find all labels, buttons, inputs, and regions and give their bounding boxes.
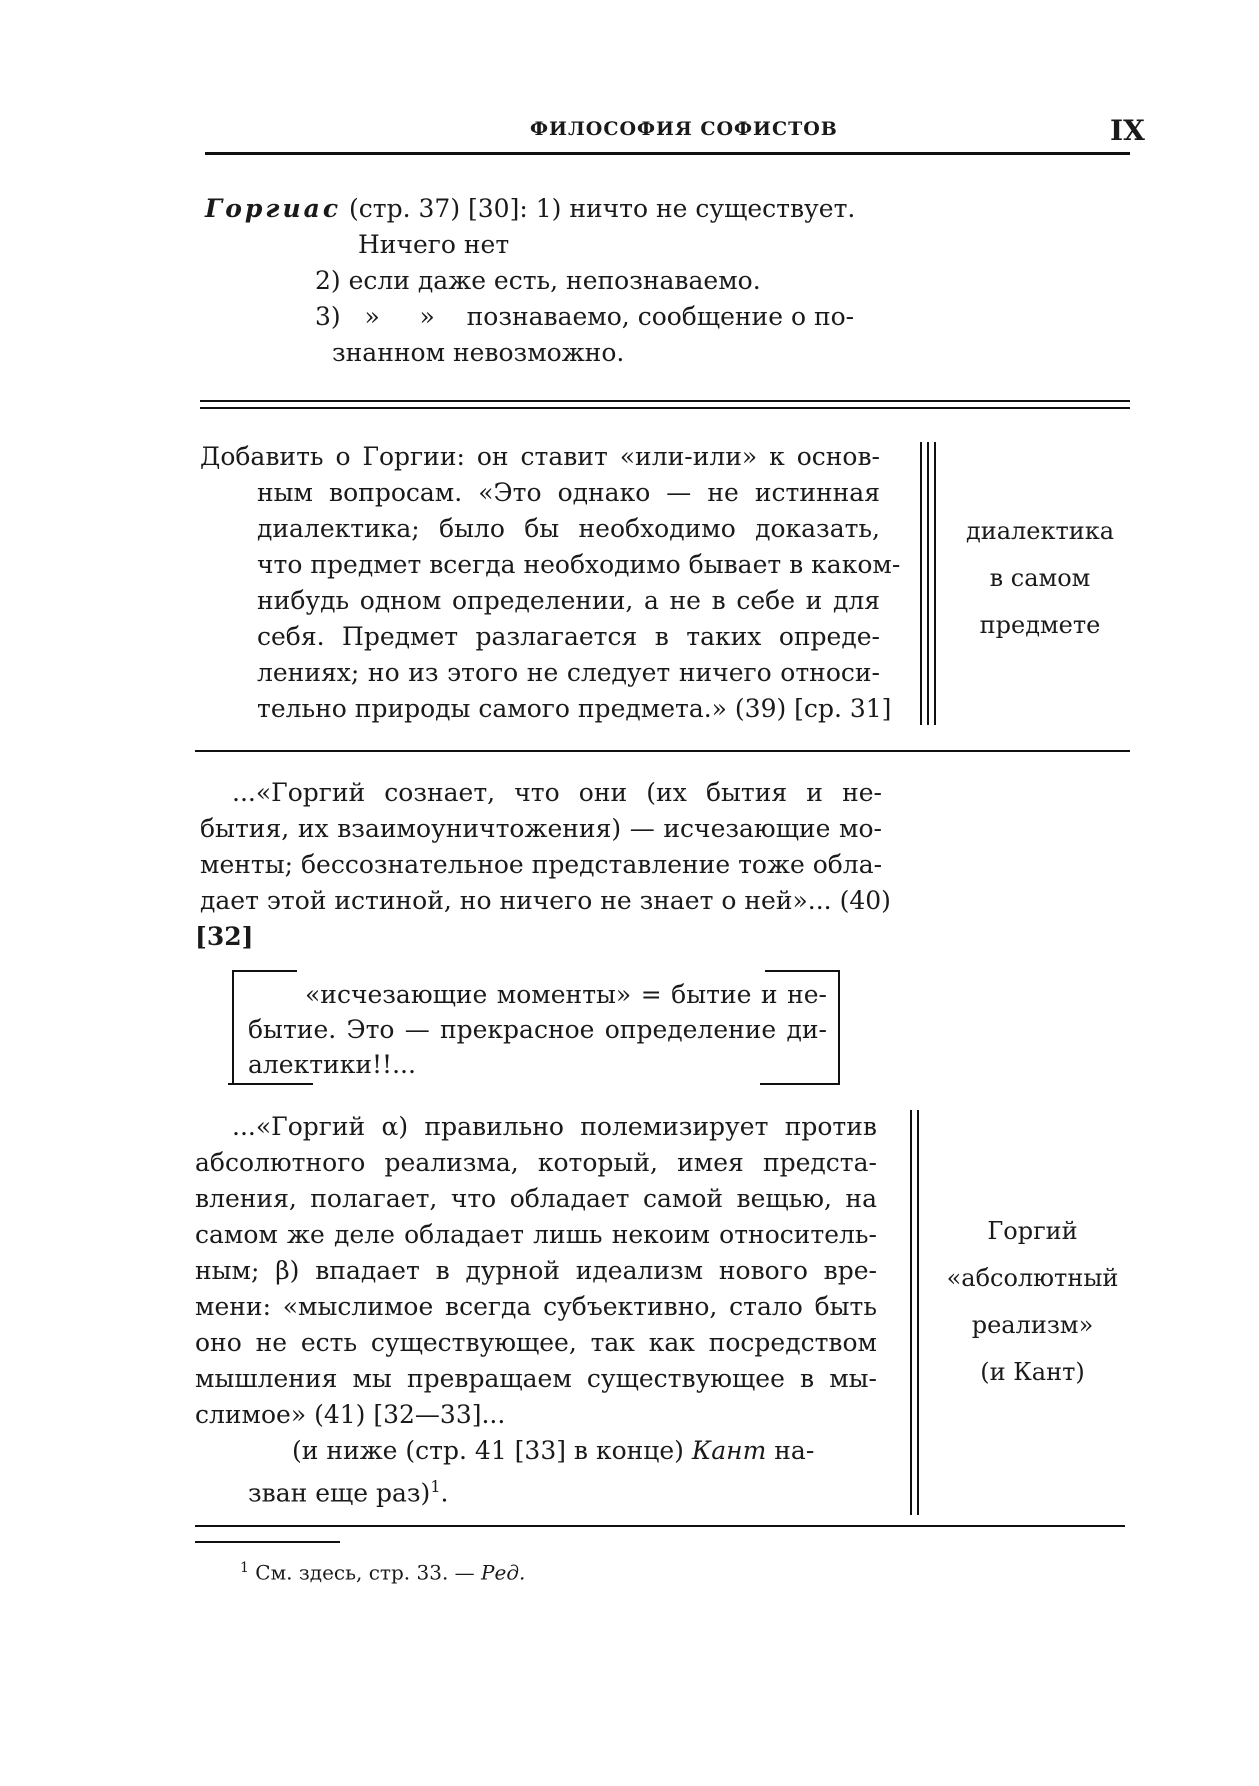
section-rule-1	[195, 750, 1130, 752]
box-bottom-right	[760, 1083, 840, 1085]
footnote-mark: 1	[240, 1560, 249, 1576]
gorgias-line-2: Ничего нет	[358, 230, 510, 259]
gorgias-line-1-rest: (стр. 37) [30]: 1) ничто не существует.	[349, 194, 856, 223]
realism-line: мени: «мыслимое всегда субъективно, стало быть	[195, 1292, 877, 1321]
realism-line-11-text: зван еще раз)	[248, 1478, 431, 1508]
margin-note-line: Горгий	[987, 1217, 1078, 1245]
box-line: бытие. Это — прекрасное определение ди-	[248, 1015, 827, 1044]
add-line: себя. Предмет разлагается в таких опреде-	[257, 622, 880, 651]
footnote-rule	[195, 1541, 340, 1543]
add-line: Добавить о Горгии: он ставит «или-или» к основ-	[200, 442, 880, 471]
realism-line: ...«Горгий α) правильно полемизирует против	[232, 1112, 877, 1141]
double-bar-2	[917, 1110, 919, 1515]
gorgias-line-5: знанном невозможно.	[332, 338, 625, 367]
moments-line: бытия, их взаимоуничтожения) — исчезающие мо-	[200, 814, 882, 843]
gorgias-line-4: 3) » » познаваемо, сообщение о по-	[315, 302, 855, 331]
triple-bar-2	[927, 442, 929, 725]
box-top-left	[232, 970, 297, 972]
moments-line: менты; бессознательное представление тоже обла-	[200, 850, 883, 879]
moments-line: дает этой истиной, но ничего не знает о ней»... (40)	[200, 886, 891, 915]
realism-line: абсолютного реализма, который, имея предста-	[195, 1148, 877, 1177]
add-line: лениях; но из этого не следует ничего относи-	[257, 658, 880, 687]
realism-line-10-end: на-	[774, 1436, 815, 1465]
add-line: диалектика; было бы необходимо доказать,	[257, 514, 880, 543]
double-rule-top	[200, 400, 1130, 402]
margin-note-dialectics	[955, 508, 1125, 649]
realism-line: оно не есть существующее, так как посредством	[195, 1328, 877, 1357]
margin-note-line: (и Кант)	[980, 1358, 1085, 1386]
kant-italic: Кант	[691, 1436, 767, 1465]
box-right	[838, 970, 840, 1083]
realism-line-10	[292, 1434, 814, 1468]
margin-note-line: реализм»	[971, 1311, 1094, 1339]
add-line: тельно природы самого предмета.» (39) [ср. 31]	[257, 694, 892, 723]
margin-note-line: в самом	[989, 564, 1091, 592]
box-top-right	[765, 970, 840, 972]
add-line: что предмет всегда необходимо бывает в каком-	[257, 550, 901, 579]
margin-note-realism	[940, 1208, 1125, 1396]
triple-bar-3	[934, 442, 936, 725]
margin-note-line: предмете	[979, 611, 1101, 639]
box-line: алектики!!...	[248, 1050, 416, 1079]
realism-line-11: зван еще раз)$^1$.	[248, 1477, 449, 1508]
realism-line: самом же деле обладает лишь некоим относитель-	[195, 1220, 877, 1249]
gorgias-line-3: 2) если даже есть, непознаваемо.	[315, 266, 761, 295]
running-header: ФИЛОСОФИЯ СОФИСТОВ	[530, 118, 838, 140]
box-line: «исчезающие моменты» = бытие и не-	[305, 980, 827, 1009]
double-rule-bottom	[200, 407, 1130, 409]
section-rule-2	[195, 1525, 1125, 1527]
add-line: ным вопросам. «Это однако — не истинная	[257, 478, 880, 507]
add-line: нибудь одном определении, а не в себе и для	[257, 586, 880, 615]
footnote	[240, 1560, 525, 1585]
gorgias-line-1	[205, 192, 855, 226]
box-left	[232, 970, 234, 1083]
triple-bar-1	[920, 442, 922, 725]
margin-note-line: диалектика	[965, 517, 1115, 545]
realism-line: мышления мы превращаем существующее в мы-	[195, 1364, 877, 1393]
footnote-text: См. здесь, стр. 33. —	[255, 1560, 475, 1585]
gorgias-name: Горгиас	[205, 194, 342, 223]
box-bottom-left	[228, 1083, 313, 1085]
realism-line: вления, полагает, что обладает самой вещью, на	[195, 1184, 877, 1213]
footnote-ref: 1	[430, 1477, 441, 1496]
header-rule	[205, 152, 1130, 155]
realism-line-10-start: (и ниже (стр. 41 [33] в конце)	[292, 1436, 684, 1465]
realism-line: слимое» (41) [32—33]...	[195, 1400, 506, 1429]
page-number: IX	[1110, 114, 1145, 147]
footnote-editor: Ред.	[481, 1560, 526, 1585]
margin-note-line: «абсолютный	[946, 1264, 1119, 1292]
moments-line: [32]	[195, 922, 254, 951]
moments-line: ...«Горгий сознает, что они (их бытия и не-	[232, 778, 882, 807]
realism-line: ным; β) впадает в дурной идеализм нового вре-	[195, 1256, 877, 1285]
double-bar-1	[910, 1110, 912, 1515]
